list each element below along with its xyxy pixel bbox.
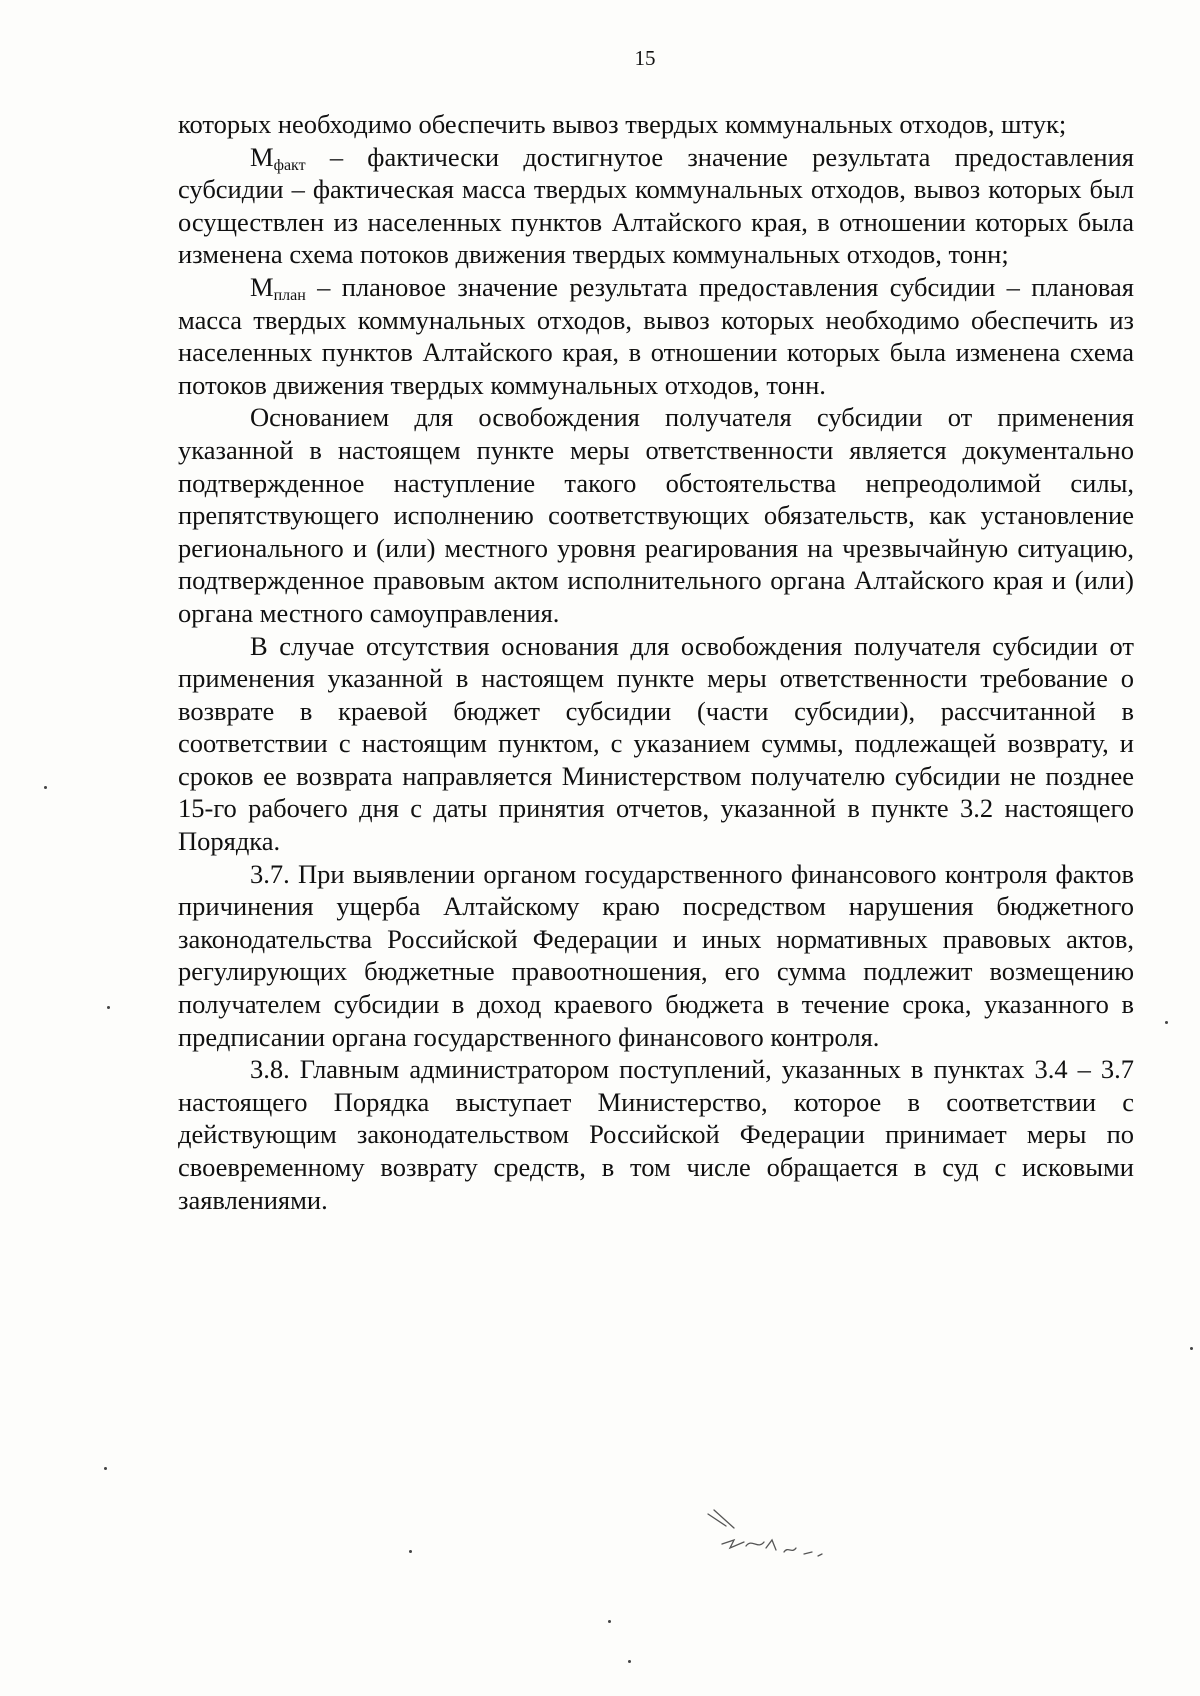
m-plan-symbol: М xyxy=(250,271,274,302)
document-body xyxy=(178,108,1134,1216)
m-plan-subscript: план xyxy=(273,286,306,304)
scan-speck xyxy=(1190,1347,1193,1350)
paragraph-section-3-7: 3.7. При выявлении органом государственного финансового контроля фактов причинения ущерба Алтайскому краю посредством нарушения бюджетного законодательства Российской Федерации и иных нормативных правовых актов, регулирующих бюджетные правоотношения, его сумма подлежит возмещению получателем субсидии в доход краевого бюджета в течение срока, указанного в предписании органа государственного финансового контроля. xyxy=(178,858,1134,1052)
scan-speck xyxy=(409,1550,412,1553)
page-number: 15 xyxy=(634,46,656,70)
paragraph-continuation: которых необходимо обеспечить вывоз твердых коммунальных отходов, штук; xyxy=(178,109,1067,139)
paragraph-exemption-basis: Основанием для освобождения получателя субсидии от применения указанной в настоящем пункте меры ответственности является документально подтвержденное наступление такого обстоятельства непреодолимой силы, препятствующего исполнению соответствующих обязательств, как установление регионального и (или) местного уровня реагирования на чрезвычайную ситуацию, подтвержденное правовым актом исполнительного органа Алтайского края и (или) органа местного самоуправления. xyxy=(178,402,1134,628)
scan-speck xyxy=(608,1620,611,1623)
scan-speck xyxy=(1165,1021,1168,1024)
paragraph-refund-requirement: В случае отсутствия основания для освобождения получателя субсидии от применения указанной в настоящем пункте меры ответственности требование о возврате в краевой бюджет субсидии (части субсидии), рассчитанной в соответствии с настоящим пунктом, с указанием суммы, подлежащей возврату, и сроков ее возврата направляется Министерством получателю субсидии не позднее 15-го рабочего дня с даты принятия отчетов, указанной в пункте 3.2 настоящего Порядка. xyxy=(178,630,1134,857)
m-fact-text: – фактически достигнутое значение результата предоставления субсидии – фактическая масса твердых коммунальных отходов, вывоз которых был осуществлен из населенных пунктов Алтайского края, в отношении которых была изменена схема потоков движения твердых коммунальных отходов, тонн; xyxy=(178,141,1134,270)
m-fact-subscript: факт xyxy=(273,156,306,174)
m-fact-symbol: М xyxy=(250,141,274,172)
paragraph-m-fact-definition xyxy=(178,141,1134,271)
scan-speck xyxy=(44,786,47,789)
signature-mark xyxy=(700,1500,860,1620)
scan-speck xyxy=(628,1660,631,1663)
scan-speck xyxy=(104,1467,107,1470)
paragraph-section-3-8: 3.8. Главным администратором поступлений, указанных в пунктах 3.4 – 3.7 настоящего Порядка выступает Министерство, которое в соответствии с действующим законодательством Российской Федерации принимает меры по своевременному возврату средств, в том числе обращается в суд с исковыми заявлениями. xyxy=(178,1054,1134,1215)
scan-speck xyxy=(107,1006,110,1009)
paragraph-m-plan-definition xyxy=(178,271,1134,401)
m-plan-text: – плановое значение результата предоставления субсидии – плановая масса твердых коммунальных отходов, вывоз которых необходимо обеспечить из населенных пунктов Алтайского края, в отношении которых была изменена схема потоков движения твердых коммунальных отходов, тонн. xyxy=(178,271,1134,400)
